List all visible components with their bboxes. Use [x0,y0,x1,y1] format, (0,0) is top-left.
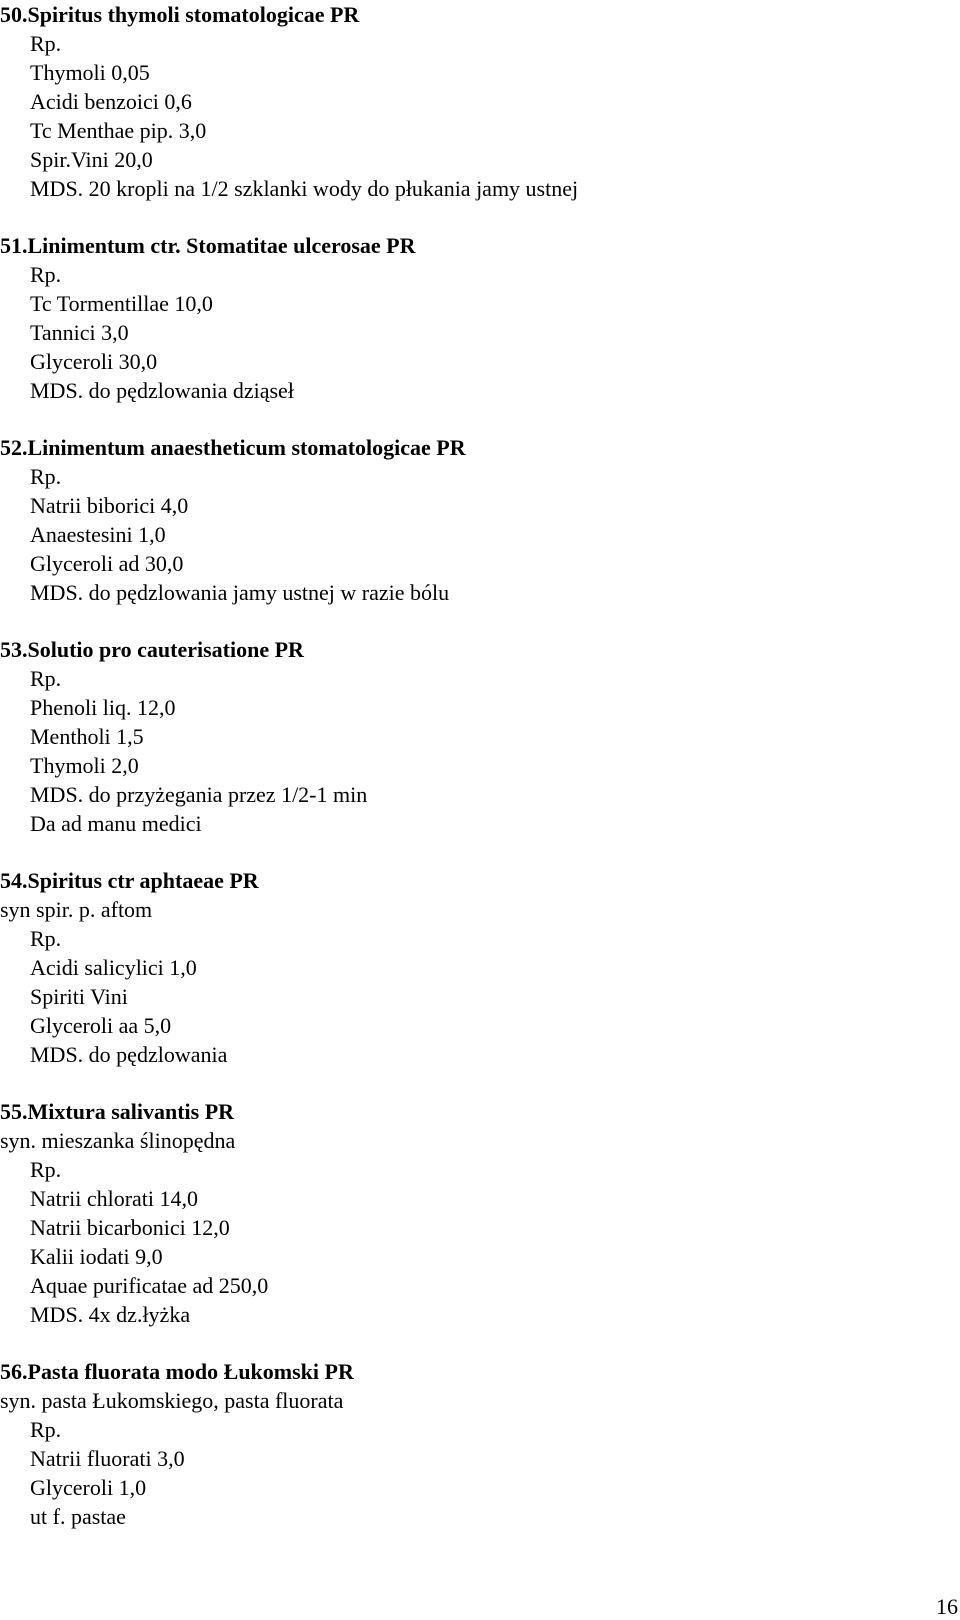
recipe-section [0,866,960,1069]
recipe-line: Da ad manu medici [30,811,202,836]
recipe-rp: Rp. [30,926,62,951]
recipe-section [0,231,960,405]
section-spacer [0,1069,960,1097]
recipe-title: 54.Spiritus ctr aphtaeae PR [0,868,259,893]
recipe-line: Acidi benzoici 0,6 [30,89,192,114]
recipe-title: 53.Solutio pro cauterisatione PR [0,637,304,662]
recipe-line: Aquae purificatae ad 250,0 [30,1273,269,1298]
recipe-line: Thymoli 2,0 [30,753,139,778]
recipe-line: Tc Menthae pip. 3,0 [30,118,207,143]
recipe-title: 55.Mixtura salivantis PR [0,1099,235,1124]
recipe-line: Natrii fluorati 3,0 [30,1446,185,1471]
section-spacer [0,203,960,231]
recipe-line: Glyceroli 30,0 [30,349,158,374]
recipe-synonym: syn. pasta Łukomskiego, pasta fluorata [0,1388,344,1413]
recipe-line: Spiriti Vini [30,984,128,1009]
recipe-line: Acidi salicylici 1,0 [30,955,197,980]
recipe-line: MDS. do pędzlowania jamy ustnej w razie bólu [30,580,450,605]
recipe-line: Natrii bicarbonici 12,0 [30,1215,230,1240]
recipe-line: Spir.Vini 20,0 [30,147,153,172]
recipe-line: ut f. pastae [30,1504,126,1529]
recipe-title: 51.Linimentum ctr. Stomatitae ulcerosae PR [0,233,416,258]
recipe-section [0,1097,960,1329]
recipe-rp: Rp. [30,1157,62,1182]
recipe-line: Natrii biborici 4,0 [30,493,189,518]
recipe-line: Anaestesini 1,0 [30,522,166,547]
section-spacer [0,838,960,866]
section-spacer [0,607,960,635]
recipe-line: MDS. do pędzlowania dziąseł [30,378,294,403]
recipe-line: MDS. do pędzlowania [30,1042,228,1067]
recipe-rp: Rp. [30,464,62,489]
recipe-line: Tannici 3,0 [30,320,129,345]
recipe-section [0,635,960,838]
recipe-line: Mentholi 1,5 [30,724,144,749]
recipe-title: 50.Spiritus thymoli stomatologicae PR [0,2,360,27]
recipe-section [0,433,960,607]
recipe-line: Glyceroli ad 30,0 [30,551,184,576]
recipe-rp: Rp. [30,1417,62,1442]
recipe-line: Glyceroli aa 5,0 [30,1013,172,1038]
section-spacer [0,1329,960,1357]
recipe-line: MDS. do przyżegania przez 1/2-1 min [30,782,368,807]
recipe-line: Glyceroli 1,0 [30,1475,147,1500]
recipe-rp: Rp. [30,262,62,287]
recipe-rp: Rp. [30,666,62,691]
recipe-synonym: syn spir. p. aftom [0,897,153,922]
recipe-section [0,1357,960,1531]
recipe-line: Tc Tormentillae 10,0 [30,291,213,316]
recipe-line: Natrii chlorati 14,0 [30,1186,199,1211]
recipe-title: 52.Linimentum anaestheticum stomatologicae PR [0,435,466,460]
recipe-line: Thymoli 0,05 [30,60,150,85]
recipe-rp: Rp. [30,31,62,56]
page-number: 16 [936,1594,958,1619]
section-spacer [0,405,960,433]
recipe-line: Kalii iodati 9,0 [30,1244,163,1269]
recipe-line: Phenoli liq. 12,0 [30,695,176,720]
recipe-synonym: syn. mieszanka ślinopędna [0,1128,236,1153]
recipe-line: MDS. 20 kropli na 1/2 szklanki wody do płukania jamy ustnej [30,176,579,201]
recipe-section [0,0,960,203]
recipe-title: 56.Pasta fluorata modo Łukomski PR [0,1359,354,1384]
recipe-line: MDS. 4x dz.łyżka [30,1302,191,1327]
